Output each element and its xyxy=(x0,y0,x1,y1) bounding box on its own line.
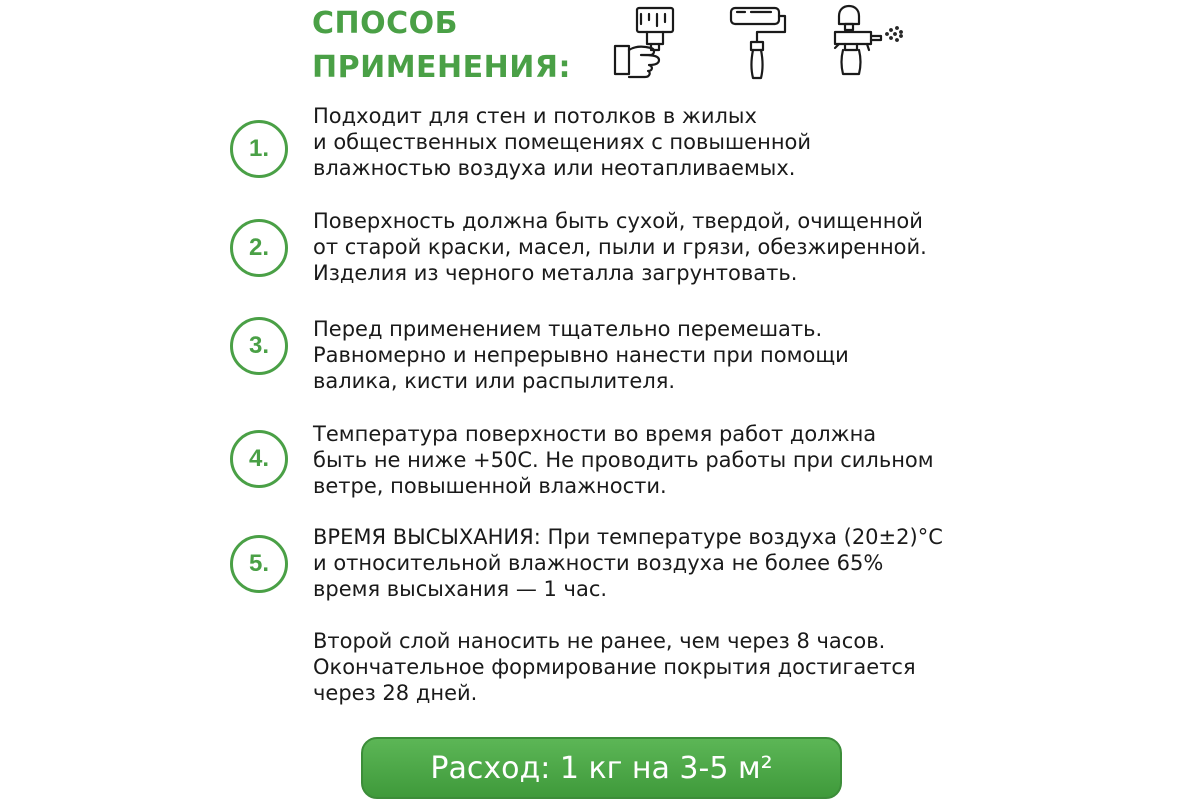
paint-roller-icon xyxy=(723,2,793,82)
step-1-line-2: и общественных помещениях с повышенной xyxy=(313,130,812,154)
consumption-badge: Расход: 1 кг на 3-5 м² xyxy=(361,737,842,799)
spray-gun-icon xyxy=(827,2,907,82)
step-5-line-3: время высыхания — 1 час. xyxy=(313,577,608,601)
page-title xyxy=(312,2,571,90)
step-text-3 xyxy=(313,316,1013,394)
step-3-line-1: Перед применением тщательно перемешать. xyxy=(313,317,823,341)
paint-brush-icon xyxy=(605,2,685,82)
step-5-line-1: ВРЕМЯ ВЫСЫХАНИЯ: При температуре воздуха (20±2)°С xyxy=(313,525,943,549)
step-3-line-2: Равномерно и непрерывно нанести при помощи xyxy=(313,343,849,367)
step-2-line-1: Поверхность должна быть сухой, твердой, очищенной xyxy=(313,209,923,233)
second-coat-note xyxy=(313,628,1013,706)
step-5-line-2: и относительной влажности воздуха не более 65% xyxy=(313,551,884,575)
step-text-2 xyxy=(313,208,1013,286)
step-text-1 xyxy=(313,103,1013,181)
step-4-line-3: ветре, повышенной влажности. xyxy=(313,474,667,498)
step-number-5: 5. xyxy=(230,535,288,593)
title-line-2: ПРИМЕНЕНИЯ: xyxy=(312,50,571,85)
step-1-line-1: Подходит для стен и потолков в жилых xyxy=(313,104,757,128)
step-2-line-2: от старой краски, масел, пыли и грязи, обезжиренной. xyxy=(313,235,927,259)
step-number-3: 3. xyxy=(230,317,288,375)
step-2-line-3: Изделия из черного металла загрунтовать. xyxy=(313,261,798,285)
step-3-line-3: валика, кисти или распылителя. xyxy=(313,369,676,393)
step-number-1: 1. xyxy=(230,120,288,178)
note-line-2: Окончательное формирование покрытия достигается xyxy=(313,655,916,679)
step-text-4 xyxy=(313,421,1013,499)
note-line-3: через 28 дней. xyxy=(313,681,478,705)
title-line-1: СПОСОБ xyxy=(312,6,459,41)
step-number-4: 4. xyxy=(230,430,288,488)
step-4-line-1: Температура поверхности во время работ должна xyxy=(313,422,877,446)
step-text-5 xyxy=(313,524,1013,602)
step-4-line-2: быть не ниже +50С. Не проводить работы при сильном xyxy=(313,448,934,472)
step-number-2: 2. xyxy=(230,219,288,277)
step-1-line-3: влажностью воздуха или неотапливаемых. xyxy=(313,156,796,180)
note-line-1: Второй слой наносить не ранее, чем через 8 часов. xyxy=(313,629,886,653)
